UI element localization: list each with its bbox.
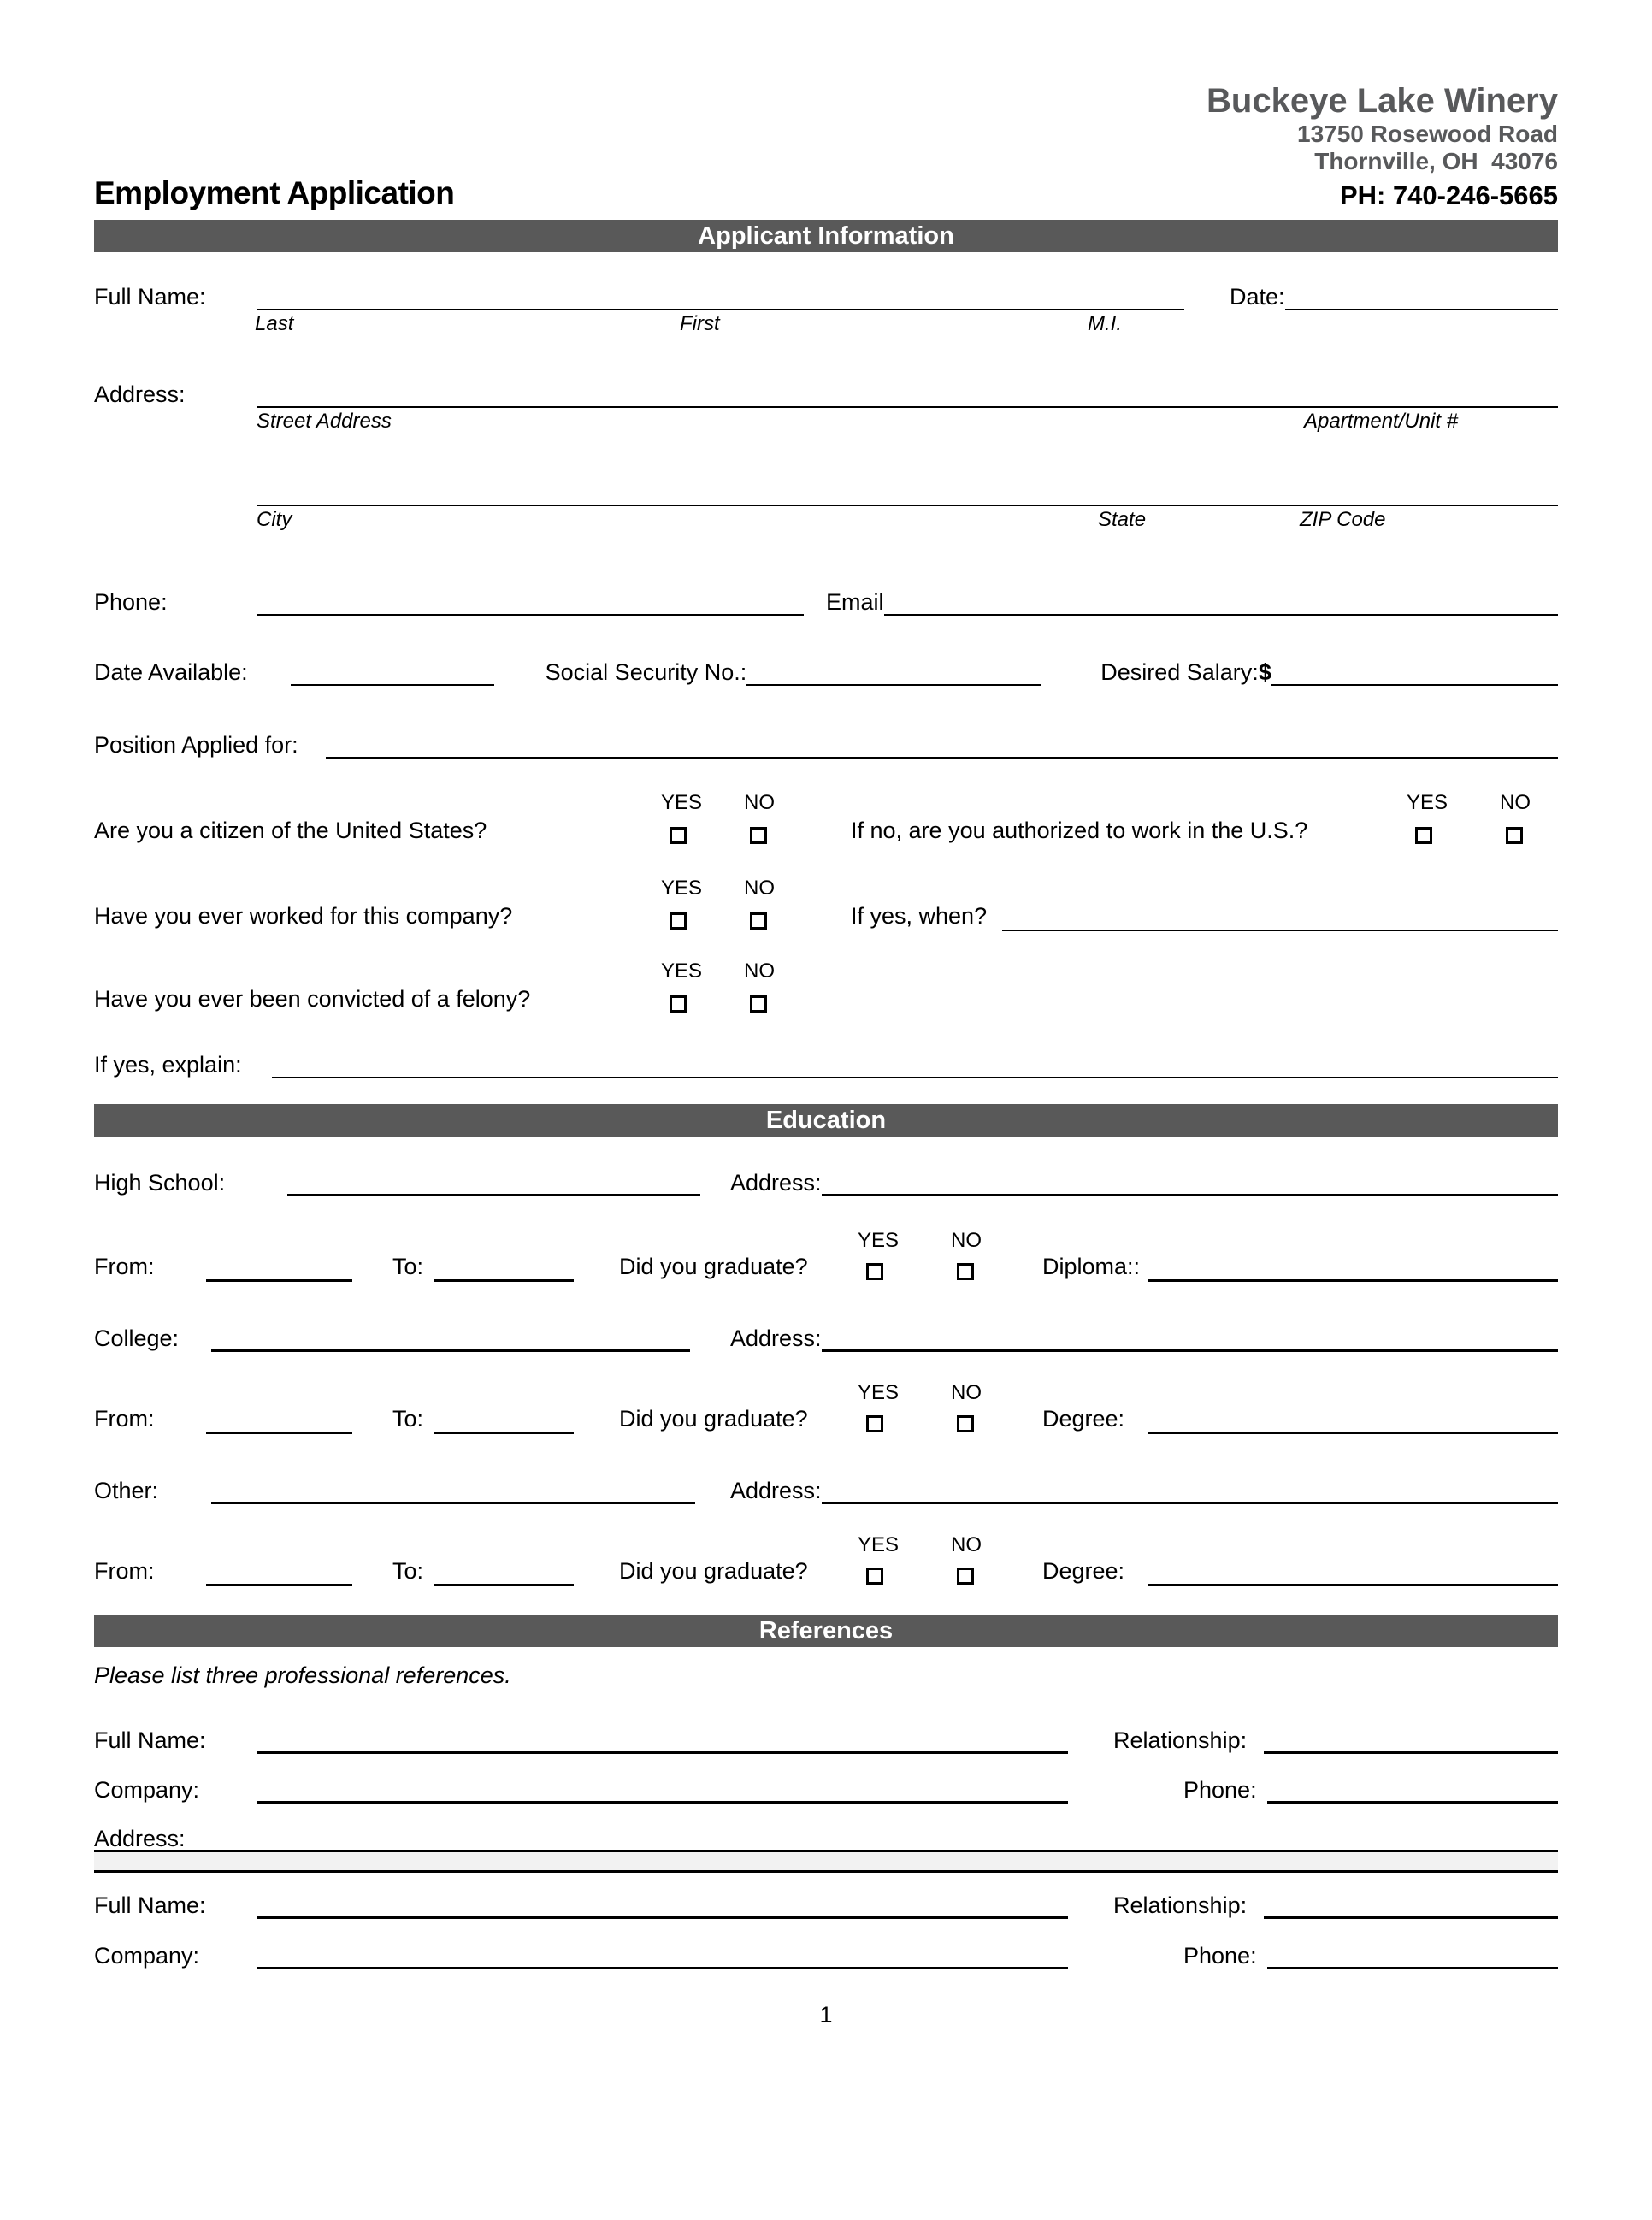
worked-yes-checkbox[interactable]	[670, 912, 687, 930]
felony-yes-no-header	[94, 961, 1558, 983]
page-header	[94, 82, 1558, 211]
ssn-input[interactable]	[746, 657, 1041, 686]
reference1-address-input-line2[interactable]	[94, 1852, 1558, 1873]
desired-salary-input[interactable]	[1271, 657, 1558, 686]
college-graduate-label: Did you graduate?	[619, 1406, 808, 1432]
company-address-line1: 13750 Rosewood Road	[1297, 120, 1558, 147]
section-bar-applicant-information	[94, 220, 1558, 252]
other-grad-no-label: NO	[951, 1533, 982, 1557]
reference2-relationship-label: Relationship:	[1113, 1892, 1248, 1919]
felony-no-checkbox[interactable]	[750, 995, 767, 1013]
citizen-yes-label: YES	[661, 791, 703, 815]
college-address-input[interactable]	[822, 1323, 1558, 1352]
other-from-label: From:	[94, 1558, 155, 1585]
worked-yes-label: YES	[661, 877, 703, 900]
form-title: Employment Application	[94, 175, 455, 211]
hs-diploma-input[interactable]	[1148, 1279, 1558, 1282]
college-input[interactable]	[211, 1323, 690, 1352]
when-input[interactable]	[1002, 930, 1558, 931]
citizen-question: Are you a citizen of the United States?	[94, 818, 487, 844]
reference1-full-name-input[interactable]	[257, 1725, 1068, 1754]
reference2-full-name-label: Full Name:	[94, 1892, 206, 1919]
hs-to-input[interactable]	[434, 1279, 574, 1282]
city-state-zip-row	[94, 477, 1558, 506]
hs-from-input[interactable]	[206, 1279, 352, 1282]
last-name-sublabel: Last	[255, 312, 294, 336]
references-note: Please list three professional references.	[94, 1662, 511, 1689]
email-input[interactable]	[884, 587, 1558, 616]
high-school-row	[94, 1167, 1558, 1196]
other-address-label: Address:	[730, 1478, 822, 1504]
felony-yes-label: YES	[661, 959, 703, 983]
reference1-address-label: Address:	[94, 1826, 186, 1852]
other-graduate-label: Did you graduate?	[619, 1558, 808, 1585]
reference2-relationship-input[interactable]	[1264, 1890, 1558, 1919]
reference2-phone-label: Phone:	[1183, 1943, 1257, 1969]
reference1-company-input[interactable]	[257, 1774, 1068, 1804]
college-grad-no-checkbox[interactable]	[957, 1415, 974, 1432]
college-address-label: Address:	[730, 1326, 822, 1352]
position-applied-label: Position Applied for:	[94, 732, 298, 759]
company-block	[1207, 82, 1558, 211]
date-input[interactable]	[1285, 281, 1558, 310]
section-bar-references	[94, 1615, 1558, 1647]
hs-grad-yes-checkbox[interactable]	[866, 1263, 883, 1280]
zip-code-sublabel: ZIP Code	[1300, 508, 1386, 532]
college-row	[94, 1323, 1558, 1352]
name-sublabels	[94, 314, 1558, 339]
reference1-full-name-label: Full Name:	[94, 1727, 206, 1754]
full-name-row	[94, 281, 1558, 310]
college-grad-yes-label: YES	[858, 1381, 900, 1405]
reference2-full-name-input[interactable]	[257, 1890, 1068, 1919]
college-degree-label: Degree:	[1042, 1406, 1125, 1432]
citizen-yes-no-header	[94, 793, 1558, 815]
other-degree-input[interactable]	[1148, 1584, 1558, 1586]
email-label: Email	[826, 589, 884, 616]
other-grad-no-checkbox[interactable]	[957, 1568, 974, 1585]
worked-question: Have you ever worked for this company?	[94, 903, 513, 930]
reference1-relationship-input[interactable]	[1264, 1725, 1558, 1754]
state-sublabel: State	[1098, 508, 1147, 532]
date-label: Date:	[1230, 284, 1285, 310]
college-from-to-row	[94, 1405, 1558, 1434]
phone-input[interactable]	[257, 587, 804, 616]
first-name-sublabel: First	[680, 312, 720, 336]
salary-currency-symbol: $	[1258, 659, 1271, 686]
reference2-company-row	[94, 1940, 1558, 1969]
other-grad-yes-no-header	[94, 1535, 1558, 1557]
authorized-question: If no, are you authorized to work in the U.S.?	[851, 818, 1308, 844]
desired-salary-label: Desired Salary:	[1100, 659, 1259, 686]
college-grad-yes-no-header	[94, 1383, 1558, 1405]
company-name: Buckeye Lake Winery	[1207, 82, 1558, 120]
college-label: College:	[94, 1326, 180, 1352]
address-row	[94, 379, 1558, 408]
phone-label: Phone:	[94, 589, 168, 616]
hs-grad-no-checkbox[interactable]	[957, 1263, 974, 1280]
other-education-row	[94, 1475, 1558, 1504]
college-from-input[interactable]	[206, 1432, 352, 1434]
reference2-phone-input[interactable]	[1267, 1940, 1558, 1969]
employment-application-page	[0, 82, 1652, 2220]
citizen-no-label: NO	[744, 791, 775, 815]
hs-diploma-label: Diploma::	[1042, 1254, 1141, 1280]
citizen-yes-checkbox[interactable]	[670, 827, 687, 844]
street-address-input[interactable]	[257, 379, 1558, 408]
citizen-question-row	[94, 815, 1558, 846]
authorized-no-checkbox[interactable]	[1506, 827, 1523, 844]
company-address-line2: Thornville, OH 43076	[1314, 147, 1558, 174]
other-degree-label: Degree:	[1042, 1558, 1125, 1585]
authorized-no-label: NO	[1500, 791, 1531, 815]
high-school-label: High School:	[94, 1170, 226, 1196]
other-from-to-row	[94, 1557, 1558, 1586]
middle-initial-sublabel: M.I.	[1088, 312, 1122, 336]
citizen-no-checkbox[interactable]	[750, 827, 767, 844]
street-sublabels	[94, 411, 1558, 437]
high-school-address-label: Address:	[730, 1170, 822, 1196]
section-title-education: Education	[765, 1106, 887, 1134]
city-sublabel: City	[257, 508, 292, 532]
ssn-label: Social Security No.:	[545, 659, 747, 686]
company-phone: PH: 740-246-5665	[1339, 180, 1558, 211]
reference2-company-input[interactable]	[257, 1940, 1068, 1969]
other-label: Other:	[94, 1478, 159, 1504]
explain-input[interactable]	[272, 1049, 1558, 1078]
address-label: Address:	[94, 381, 186, 408]
city-sublabels	[94, 510, 1558, 535]
reference1-relationship-label: Relationship:	[1113, 1727, 1248, 1754]
college-to-input[interactable]	[434, 1432, 574, 1434]
explain-label: If yes, explain:	[94, 1052, 242, 1078]
position-applied-input[interactable]	[326, 729, 1558, 759]
college-grad-yes-checkbox[interactable]	[866, 1415, 883, 1432]
apartment-unit-sublabel: Apartment/Unit #	[1304, 410, 1459, 434]
worked-no-checkbox[interactable]	[750, 912, 767, 930]
explain-row	[94, 1049, 1558, 1078]
felony-no-label: NO	[744, 959, 775, 983]
page-number: 1	[819, 2002, 833, 2028]
college-grad-no-label: NO	[951, 1381, 982, 1405]
hs-to-label: To:	[392, 1254, 424, 1280]
other-from-input[interactable]	[206, 1584, 352, 1586]
section-title-applicant-information: Applicant Information	[698, 221, 954, 250]
other-grad-yes-checkbox[interactable]	[866, 1568, 883, 1585]
felony-yes-checkbox[interactable]	[670, 995, 687, 1013]
hs-grad-yes-label: YES	[858, 1229, 900, 1253]
reference1-company-label: Company:	[94, 1777, 200, 1804]
college-to-label: To:	[392, 1406, 424, 1432]
hs-grad-yes-no-header	[94, 1231, 1558, 1253]
full-name-label: Full Name:	[94, 284, 206, 310]
worked-yes-no-header	[94, 878, 1558, 900]
authorized-yes-checkbox[interactable]	[1415, 827, 1432, 844]
high-school-input[interactable]	[287, 1167, 700, 1196]
when-label: If yes, when?	[851, 903, 988, 930]
hs-from-to-row	[94, 1253, 1558, 1282]
reference1-phone-label: Phone:	[1183, 1777, 1257, 1804]
high-school-address-input[interactable]	[822, 1167, 1558, 1196]
phone-email-row	[94, 587, 1558, 616]
authorized-yes-label: YES	[1407, 791, 1448, 815]
date-available-input[interactable]	[291, 657, 494, 686]
reference2-company-label: Company:	[94, 1943, 200, 1969]
college-degree-input[interactable]	[1148, 1432, 1558, 1434]
other-address-input[interactable]	[822, 1475, 1558, 1504]
date-available-label: Date Available:	[94, 659, 248, 686]
reference1-company-row	[94, 1774, 1558, 1804]
worked-question-row	[94, 900, 1558, 931]
section-title-references: References	[758, 1616, 894, 1644]
hs-grad-no-label: NO	[951, 1229, 982, 1253]
other-input[interactable]	[211, 1475, 695, 1504]
full-name-input[interactable]	[257, 281, 1184, 310]
city-state-zip-input[interactable]	[257, 477, 1558, 506]
reference1-name-row	[94, 1725, 1558, 1754]
section-bar-education	[94, 1104, 1558, 1137]
felony-question-row	[94, 983, 1558, 1014]
hs-from-label: From:	[94, 1254, 155, 1280]
street-address-sublabel: Street Address	[257, 410, 392, 434]
other-to-label: To:	[392, 1558, 424, 1585]
felony-question: Have you ever been convicted of a felony?	[94, 986, 531, 1013]
hs-graduate-label: Did you graduate?	[619, 1254, 808, 1280]
other-grad-yes-label: YES	[858, 1533, 900, 1557]
reference1-phone-input[interactable]	[1267, 1774, 1558, 1804]
position-row	[94, 729, 1558, 759]
worked-no-label: NO	[744, 877, 775, 900]
availability-row	[94, 657, 1558, 686]
reference2-name-row	[94, 1890, 1558, 1919]
college-from-label: From:	[94, 1406, 155, 1432]
other-to-input[interactable]	[434, 1584, 574, 1586]
